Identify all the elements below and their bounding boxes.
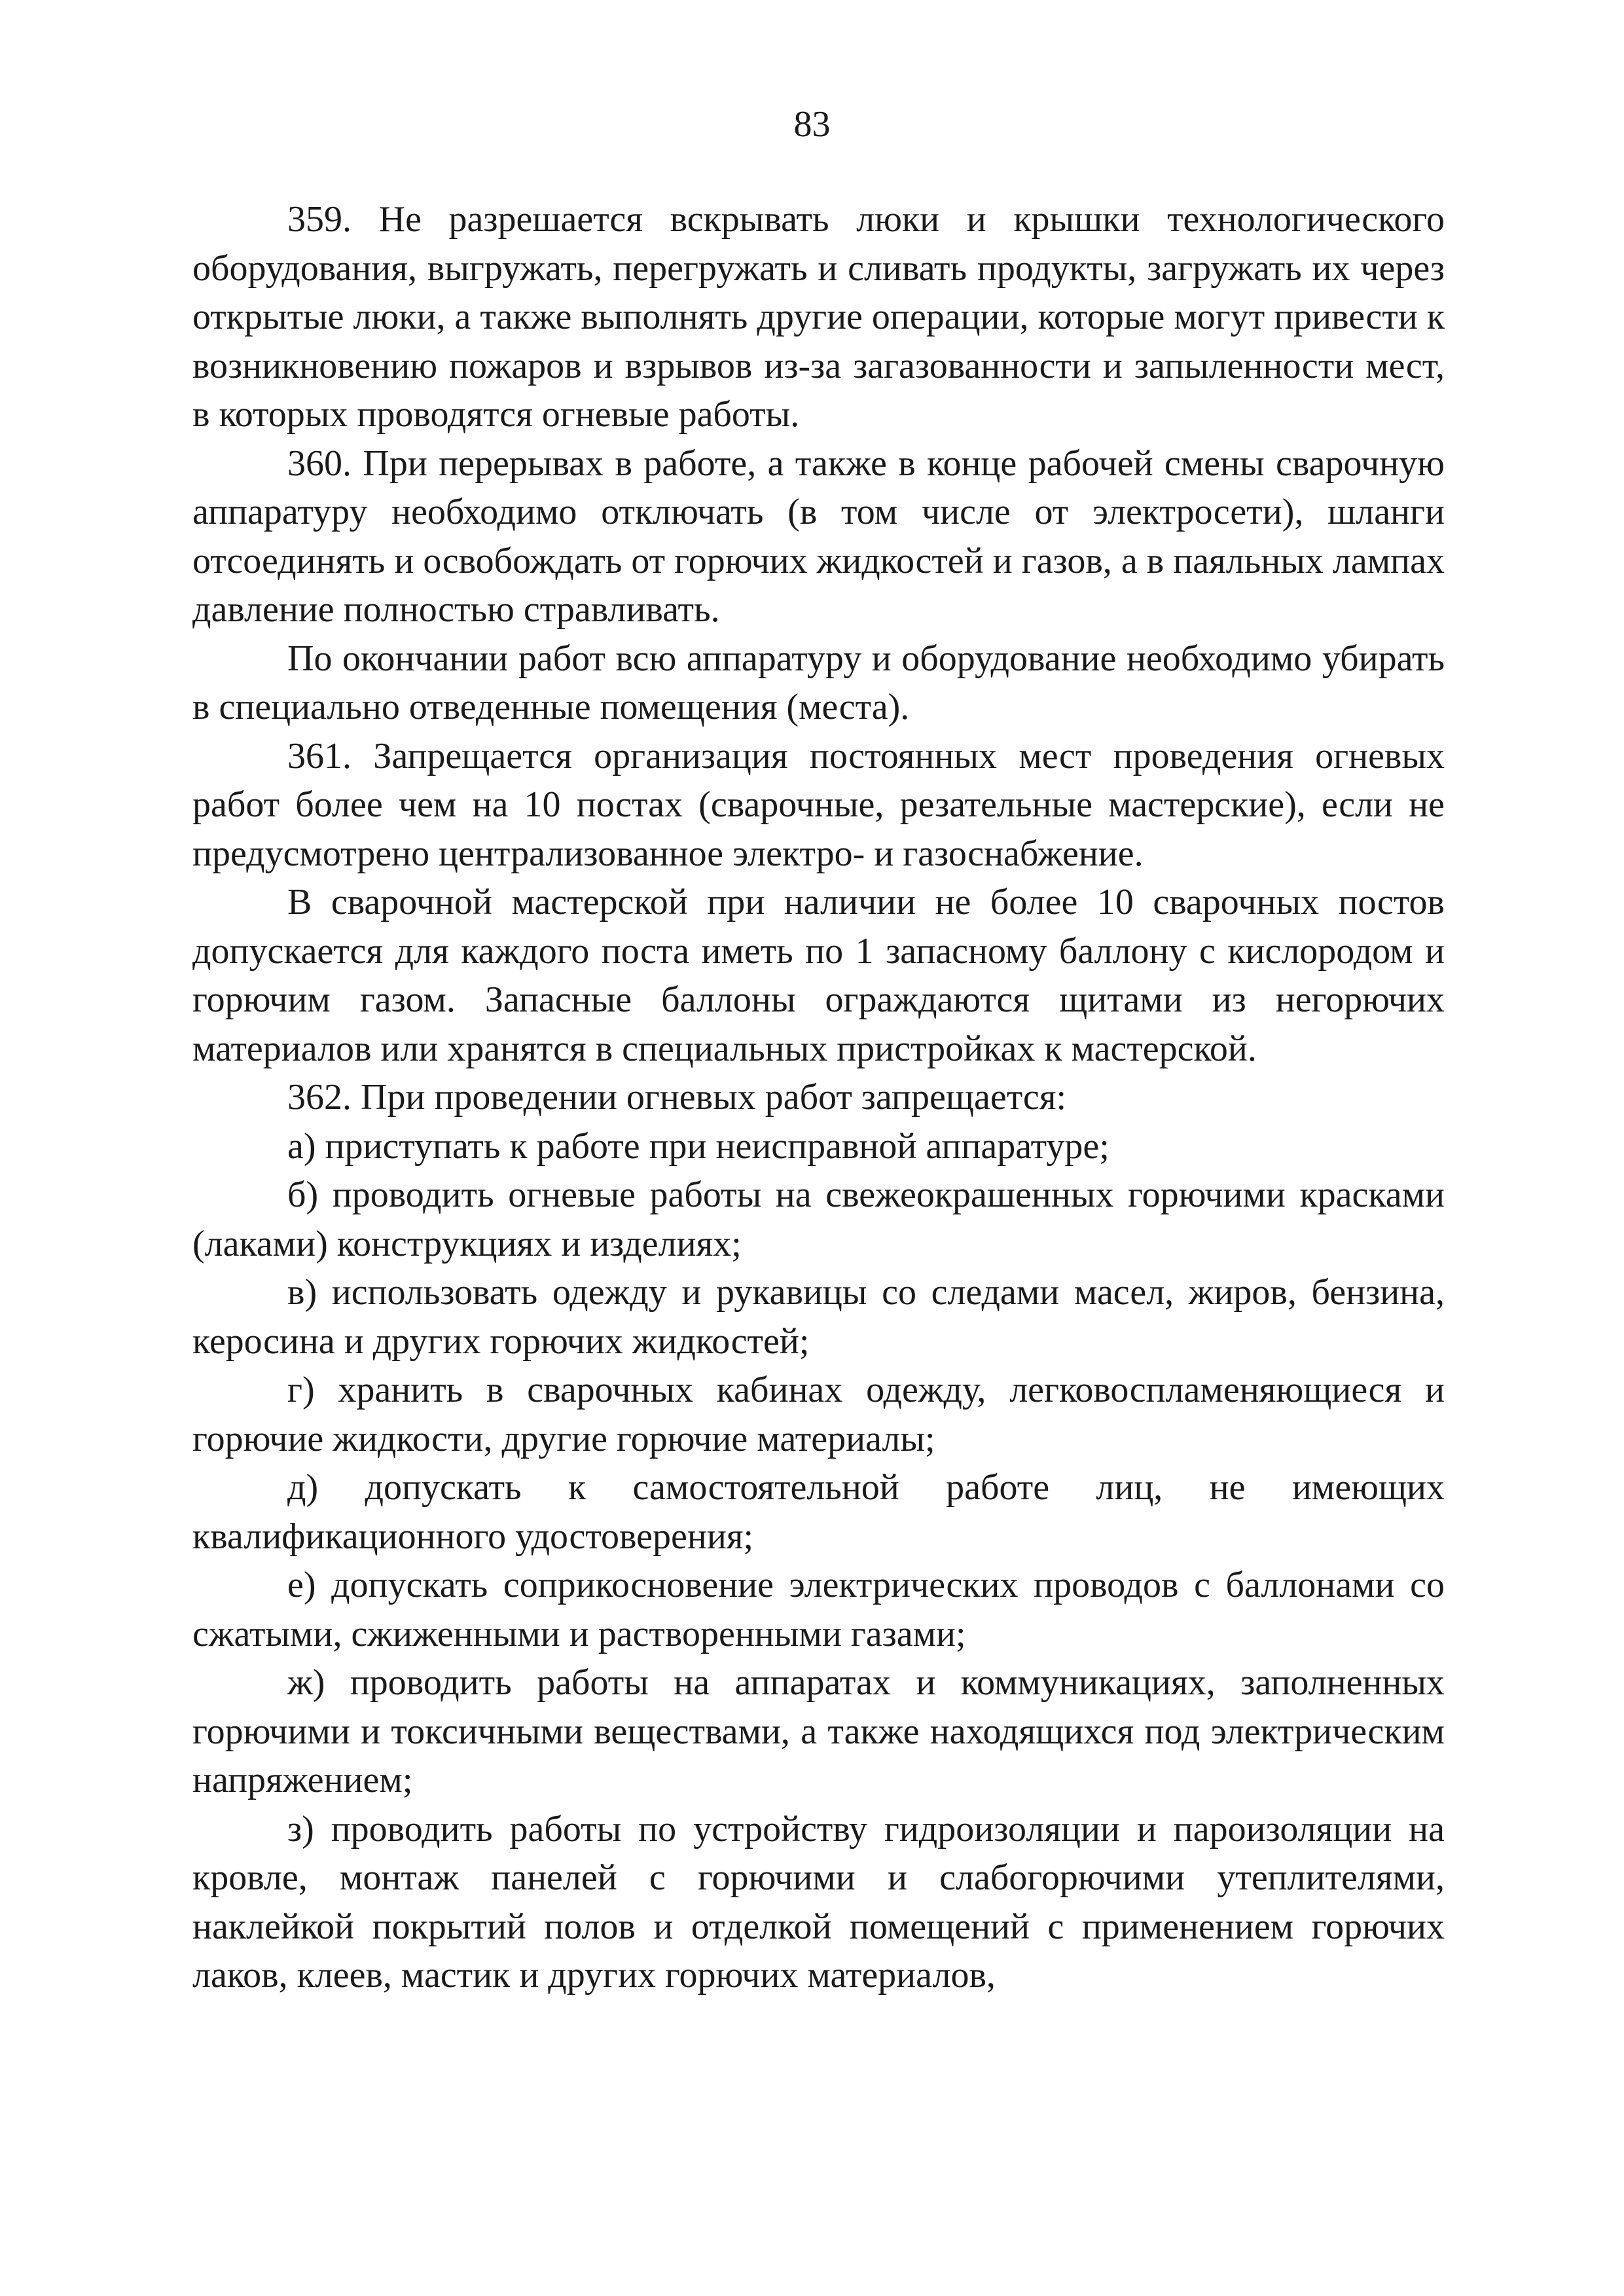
paragraph-359: 359. Не разрешается вскрывать люки и крышки технологического оборудования, выгружать, перегружать и сливать продукты, загружать их через открытые люки, а также выполнять другие операции, которые могут привести к возникновению пожаров и взрывов из-за загазованности и запыленности мест, в которых проводятся огневые работы. (192, 199, 1445, 435)
list-item-g: г) хранить в сварочных кабинах одежду, легковоспламеняющиеся и горючие жидкости, другие горючие материалы; (192, 1370, 1445, 1459)
page-number: 83 (793, 104, 831, 145)
list-item-a: а) приступать к работе при неисправной аппаратуре; (287, 1125, 1110, 1167)
list-item-b: б) проводить огневые работы на свежеокрашенных горючими красками (лаками) конструкциях и изделиях; (192, 1175, 1445, 1264)
list-item-zh: ж) проводить работы на аппаратах и коммуникациях, заполненных горючими и токсичными веществами, а также находящихся под электрическим напряжением; (192, 1662, 1445, 1800)
paragraph-362: 362. При проведении огневых работ запрещается: (287, 1077, 1067, 1118)
list-item-z: з) проводить работы по устройству гидроизоляции и пароизоляции на кровле, монтаж панелей с горючими и слабогорючими утеплителями, наклейкой покрытий полов и отделкой помещений с применением горючих лаков, клеев, мастик и других горючих материалов, (192, 1808, 1445, 1995)
list-item-v: в) использовать одежду и рукавицы со следами масел, жиров, бензина, керосина и других горючих жидкостей; (192, 1272, 1445, 1362)
list-item-e: е) допускать соприкосновение электрических проводов с баллонами со сжатыми, сжиженными и растворенными газами; (192, 1565, 1445, 1654)
paragraph-361: 361. Запрещается организация постоянных мест проведения огневых работ более чем на 10 постах (сварочные, резательные мастерские), если не предусмотрено централизованное электро- и газоснабжение. (192, 735, 1445, 874)
document-body (192, 195, 1445, 2000)
paragraph-360: 360. При перерывах в работе, а также в конце рабочей смены сварочную аппаратуру необходимо отключать (в том числе от электросети), шланги отсоединять и освобождать от горючих жидкостей и газов, а в паяльных лампах давление полностью стравливать. (192, 443, 1445, 630)
paragraph-360-cont: По окончании работ всю аппаратуру и оборудование необходимо убирать в специально отведенные помещения (места). (192, 638, 1445, 727)
paragraph-361-cont: В сварочной мастерской при наличии не более 10 сварочных постов допускается для каждого поста иметь по 1 запасному баллону с кислородом и горючим газом. Запасные баллоны ограждаются щитами из негорючих материалов или хранятся в специальных пристройках к мастерской. (192, 882, 1445, 1069)
list-item-d: д) допускать к самостоятельной работе лиц, не имеющих квалификационного удостоверения; (192, 1467, 1445, 1557)
